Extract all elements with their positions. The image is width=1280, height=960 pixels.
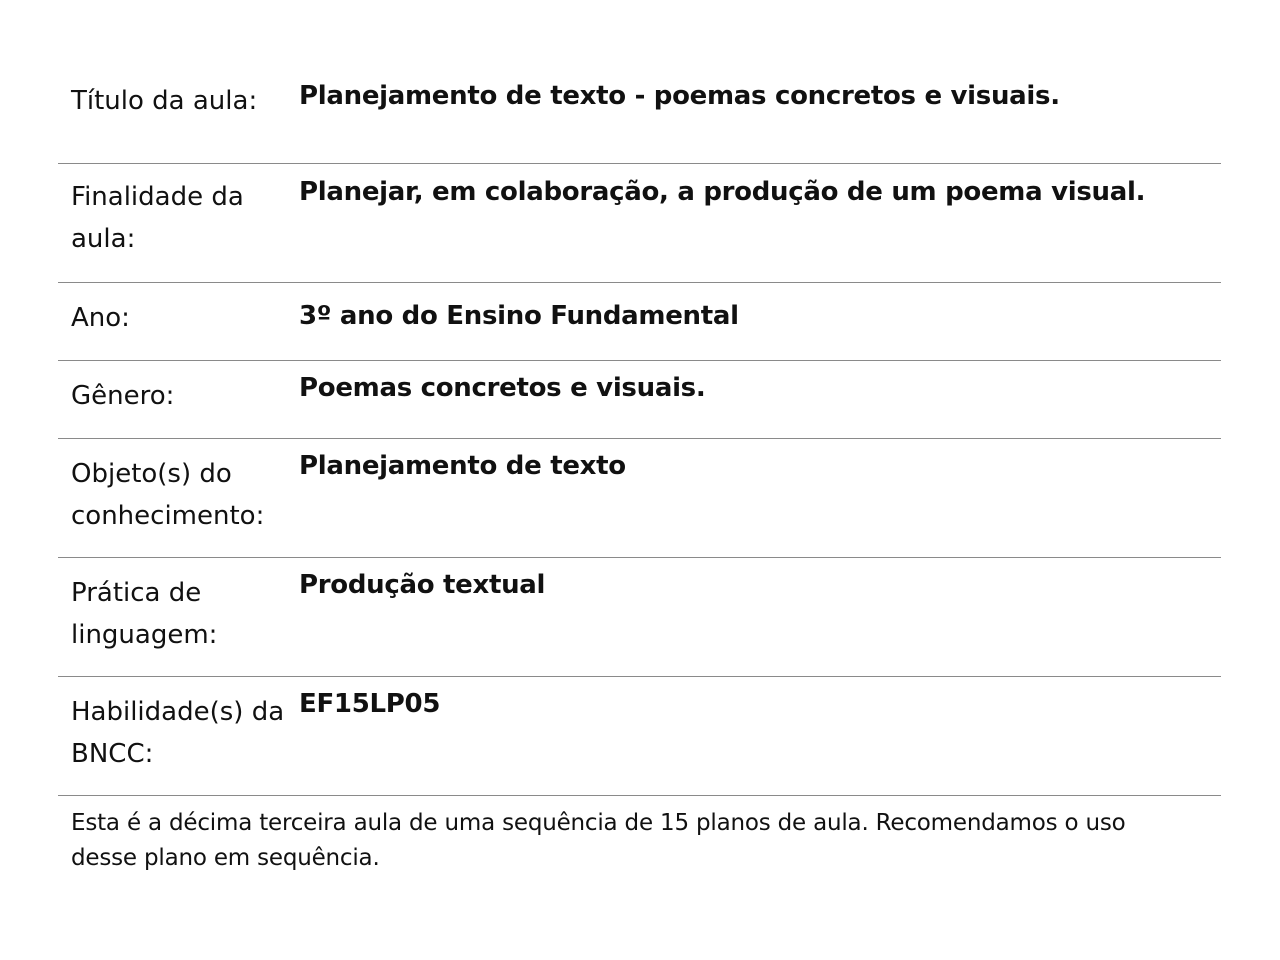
row-value: Poemas concretos e visuais. bbox=[299, 373, 706, 403]
row-pratica bbox=[58, 558, 1221, 677]
lesson-info-table bbox=[58, 68, 1221, 876]
row-label: Ano: bbox=[71, 303, 130, 333]
row-label: Finalidade da aula: bbox=[71, 182, 244, 254]
row-value: Produção textual bbox=[299, 570, 546, 600]
row-label: Habilidade(s) da BNCC: bbox=[71, 697, 285, 769]
row-habilidade bbox=[58, 677, 1221, 796]
row-titulo bbox=[58, 68, 1221, 164]
row-label: Título da aula: bbox=[71, 86, 258, 116]
row-genero bbox=[58, 361, 1221, 439]
row-value: EF15LP05 bbox=[299, 689, 441, 719]
sequence-note: Esta é a décima terceira aula de uma sequência de 15 planos de aula. Recomendamos o uso desse plano em sequência. bbox=[71, 810, 1126, 871]
row-value: Planejamento de texto - poemas concretos e visuais. bbox=[299, 81, 1060, 111]
row-ano bbox=[58, 283, 1221, 361]
row-label: Gênero: bbox=[71, 381, 175, 411]
row-value: Planejar, em colaboração, a produção de um poema visual. bbox=[299, 177, 1146, 207]
row-value: 3º ano do Ensino Fundamental bbox=[299, 301, 739, 331]
row-value: Planejamento de texto bbox=[299, 451, 626, 481]
row-label: Objeto(s) do conhecimento: bbox=[71, 459, 265, 531]
row-objeto bbox=[58, 439, 1221, 558]
row-finalidade bbox=[58, 164, 1221, 283]
row-label: Prática de linguagem: bbox=[71, 578, 218, 650]
